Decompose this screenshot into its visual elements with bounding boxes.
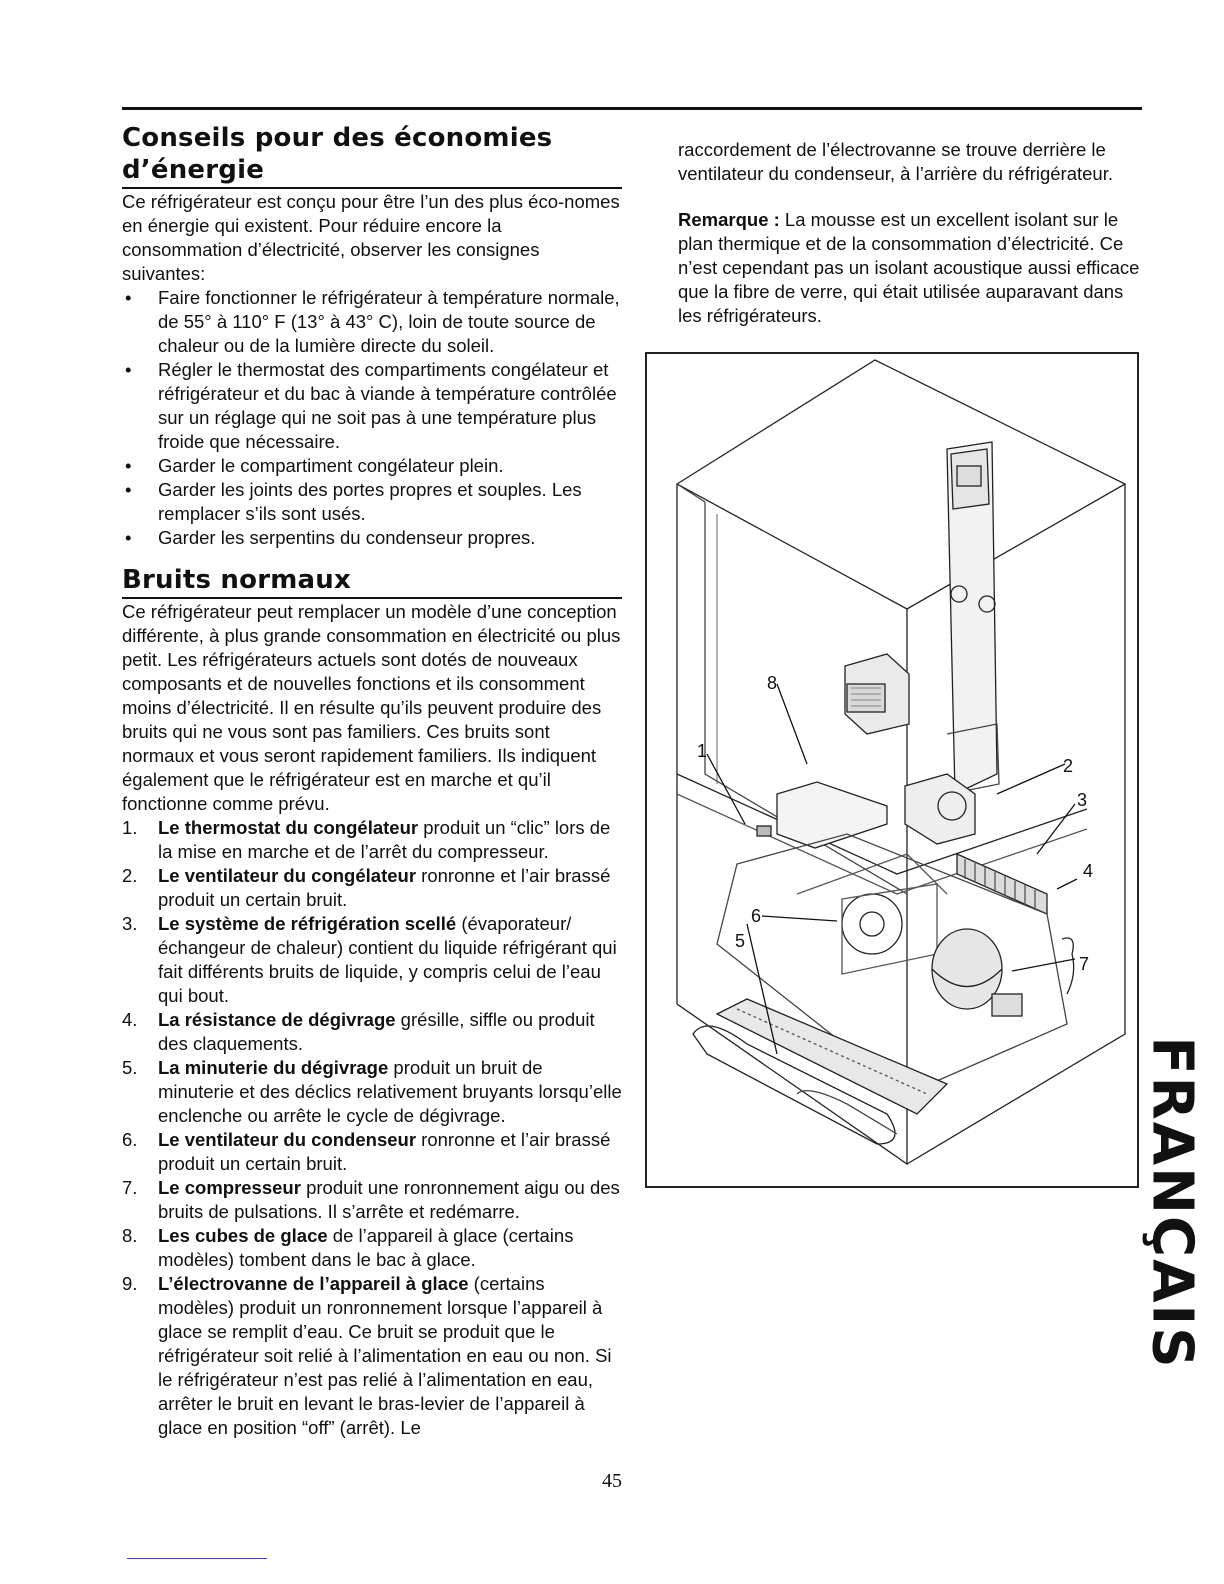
list-item: 2. Le ventilateur du congélateur ronronne et l’air brassé produit un certain bruit. [122, 865, 611, 910]
bullet: • [125, 359, 132, 380]
continuation-text: raccordement de l’électrovanne se trouve derrière le ventilateur du condenseur, à l’arrière du réfrigérateur. [678, 139, 1114, 184]
bullet: • [125, 527, 132, 548]
callout-3: 3 [1077, 790, 1088, 810]
right-column [678, 138, 1148, 328]
callout-5: 5 [735, 931, 746, 951]
list-item: 5. La minuterie du dégivrage produit un bruit de minuterie et des déclics relativement bruyants lorsqu’elle enclenche ou arrête le cycle de dégivrage. [122, 1057, 622, 1126]
page-number: 45 [602, 1470, 622, 1492]
list-item: 3. Le système de réfrigération scellé (évaporateur/ échangeur de chaleur) contient du liquide réfrigérant qui fait différents bruits de liquide, y compris celui de l’eau qui bout. [122, 913, 617, 1006]
list-item: 7. Le compresseur produit une ronronnement aigu ou des bruits de pulsations. Il s’arrête et redémarre. [122, 1177, 620, 1222]
list-item: 1. Le thermostat du congélateur produit un “clic” lors de la mise en marche et de l’arrêt du compresseur. [122, 817, 611, 862]
bullet: • [125, 455, 132, 476]
list-item: 9. L’électrovanne de l’appareil à glace (certains modèles) produit un ronronnement lorsque l’appareil à glace se remplit d’eau. Ce bruit se produit que le réfrigérateur soit relié à l’alimentation en eau ou non. Si le réfrigérateur n’est pas relié à l’alimentation en eau, arrêter le bruit en levant le bras-levier de l’appareil à glace en position “off” (arrêt). Le [122, 1273, 612, 1438]
list-item: 8. Les cubes de glace de l’appareil à glace (certains modèles) tombent dans le bac à glace. [122, 1225, 574, 1270]
list-item: • Faire fonctionner le réfrigérateur à température normale, de 55° à 110° F (13° à 43° C), loin de toute source de chaleur ou de la lumière directe du soleil. [125, 287, 620, 356]
refrigerator-diagram [645, 352, 1139, 1188]
list-item: • Garder le compartiment congélateur plein. [125, 455, 504, 476]
top-rule [122, 107, 1142, 110]
callout-8: 8 [767, 673, 778, 693]
remark-text: La mousse est un excellent isolant sur le plan thermique et de la consommation d’électricité. Ce n’est cependant pas un isolant acoustique aussi efficace que la fibre de verre, qui était utilisée auparavant dans les réfrigérateurs. [678, 209, 1140, 326]
energy-tips-list [122, 286, 622, 550]
remark-paragraph [678, 208, 1148, 328]
callout-6: 6 [751, 906, 762, 926]
remark-label: Remarque : [678, 209, 780, 230]
bullet: • [125, 479, 132, 500]
language-side-tab [1139, 1036, 1205, 1370]
noises-list [122, 816, 622, 1440]
callout-7: 7 [1079, 954, 1090, 974]
callout-1: 1 [697, 741, 708, 761]
list-item: • Garder les serpentins du condenseur propres. [125, 527, 536, 548]
left-column [122, 122, 622, 1440]
footer-rule [127, 1558, 267, 1559]
bullet: • [125, 287, 132, 308]
list-item: 6. Le ventilateur du condenseur ronronne et l’air brassé produit un certain bruit. [122, 1129, 611, 1174]
energy-intro: Ce réfrigérateur est conçu pour être l’un des plus éco-nomes en énergie qui existent. Pour réduire encore la consommation d’électricité, observer les consignes suivantes: [122, 191, 620, 284]
list-item: • Garder les joints des portes propres et souples. Les remplacer s’ils sont usés. [125, 479, 582, 524]
energy-heading: Conseils pour des économies d’énergie [122, 122, 622, 189]
list-item: • Régler le thermostat des compartiments congélateur et réfrigérateur et du bac à viande à température contrôlée sur un réglage qui ne soit pas à une température plus froide que nécessaire. [125, 359, 617, 452]
callout-4: 4 [1083, 861, 1094, 881]
callout-2: 2 [1063, 756, 1074, 776]
language-label: FRANÇAIS [1139, 1036, 1205, 1370]
noises-intro: Ce réfrigérateur peut remplacer un modèle d’une conception différente, à plus grande consommation en électricité ou plus petit. Les réfrigérateurs actuels sont dotés de nouveaux composants et de nouvelles fonctions et ils consomment moins d’électricité. Il en résulte qu’ils peuvent produire des bruits qui ne vous sont pas familiers. Ces bruits sont normaux et vous seront rapidement familiers. Ils indiquent également que le réfrigérateur est en marche et qu’il fonctionne comme prévu. [122, 601, 621, 814]
noises-heading: Bruits normaux [122, 564, 622, 599]
list-item: 4. La résistance de dégivrage grésille, siffle ou produit des claquements. [122, 1009, 595, 1054]
